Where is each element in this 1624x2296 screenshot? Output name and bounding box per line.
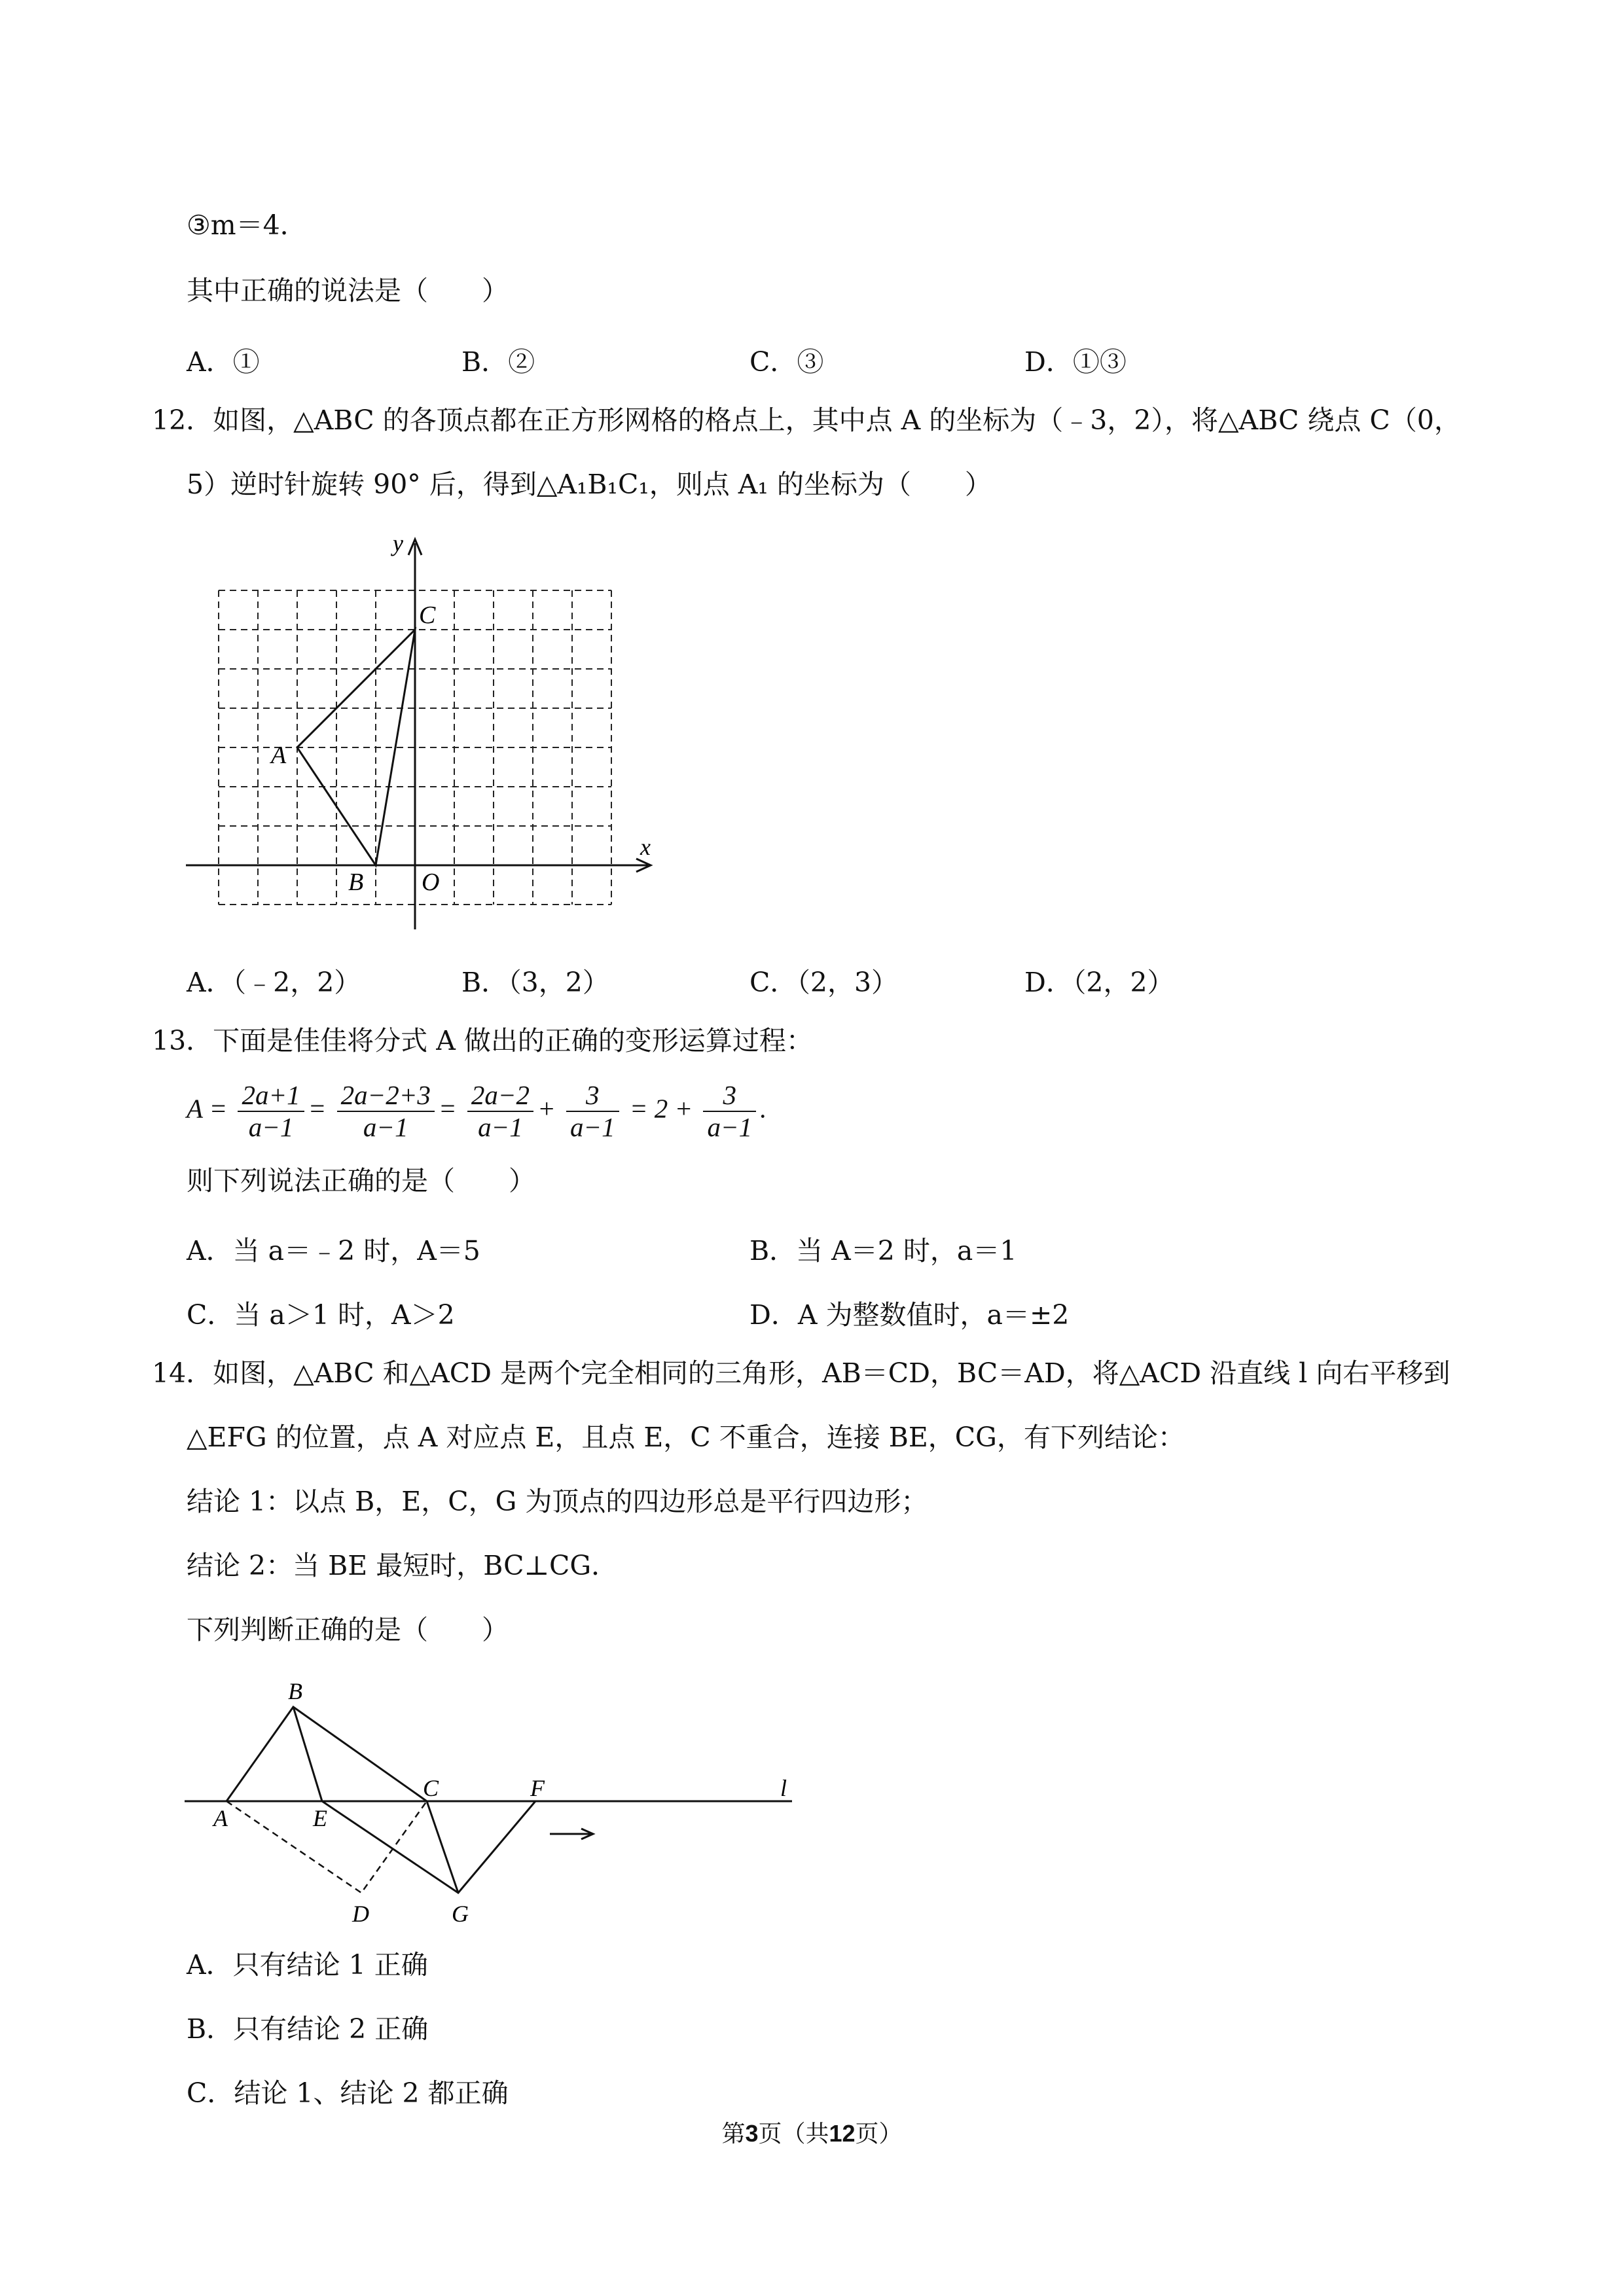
q11-option-c: C．③: [749, 346, 824, 378]
q13-fraction-2: [337, 1080, 435, 1143]
q11-item3: ③m＝4．: [187, 209, 307, 241]
q14-stem: 下列判断正确的是（ ）: [187, 1614, 509, 1645]
q13-fraction-1: [238, 1080, 304, 1143]
q14-label-e: E: [313, 1805, 327, 1831]
q14-label-c: C: [423, 1775, 439, 1801]
q14-segment-be: [293, 1707, 322, 1801]
q12-label-c: C: [419, 601, 436, 629]
footer-suffix: 页）: [855, 2121, 903, 2147]
q12-label-y: y: [393, 530, 403, 556]
q13-formula-end: .: [760, 1093, 767, 1124]
q13-option-a: A．当 a＝﹣2 时，A＝5: [187, 1235, 480, 1266]
q13-formula-mid: = 2 +: [629, 1093, 693, 1124]
q12-figure: [177, 524, 674, 942]
q14-figure: [177, 1662, 805, 1937]
q12-option-d: D．（2，2）: [1024, 967, 1174, 998]
q14-label-f: F: [530, 1775, 545, 1801]
q13-f2-den: a−1: [363, 1112, 408, 1143]
q13-f4-num: 3: [566, 1080, 619, 1112]
q13-f3-den: a−1: [478, 1112, 523, 1143]
q14-triangle-abc: [226, 1707, 427, 1801]
q12-line1: 12．如图，△ABC 的各顶点都在正方形网格的格点上，其中点 A 的坐标为（﹣3，2），将△ABC 绕点 C（0，: [152, 404, 1461, 436]
q13-f3-num: 2a−2: [467, 1080, 533, 1112]
footer-prefix: 第: [721, 2121, 746, 2147]
q12-label-a: A: [271, 742, 287, 769]
q11-option-d: D．①③: [1024, 346, 1127, 378]
footer-mid: 页（共: [758, 2121, 829, 2147]
q13-f5-num: 3: [703, 1080, 756, 1112]
q13-f2-num: 2a−2+3: [337, 1080, 435, 1112]
page-footer: [0, 2115, 1624, 2149]
q13-formula-lhs: A =: [187, 1093, 228, 1124]
q14-label-d: D: [352, 1901, 369, 1927]
q14-line1: 14．如图，△ABC 和△ACD 是两个完全相同的三角形，AB＝CD，BC＝AD，将△ACD 沿直线 l 向右平移到: [152, 1357, 1451, 1389]
q11-option-b: B．②: [461, 346, 535, 378]
q13-f1-num: 2a+1: [238, 1080, 304, 1112]
footer-total-pages: 12: [829, 2120, 856, 2147]
q13-option-c: C．当 a＞1 时，A＞2: [187, 1299, 455, 1331]
q13-f1-den: a−1: [248, 1112, 294, 1143]
q13-fraction-5: [703, 1080, 756, 1143]
q13-fraction-3: [467, 1080, 533, 1143]
q13-formula: A = $\frac{2a+1}{a-1}$ = $\frac{2a-2+3}{a-1}$ = $\frac{2a-2}{a-1}$ + $\frac{3}{a-1}$ = 2 + $\frac{3}{a-1}$ .: [187, 1080, 767, 1143]
q13-option-d: D．A 为整数值时，a＝±2: [749, 1299, 1070, 1331]
q14-triangle-efg: [322, 1801, 535, 1893]
q13-f5-den: a−1: [707, 1112, 753, 1143]
q14-segment-cg: [427, 1801, 458, 1893]
q12-label-o: O: [422, 869, 440, 896]
q14-conclusion-2: 结论 2：当 BE 最短时，BC⊥CG．: [187, 1550, 619, 1581]
q13-f4-den: a−1: [569, 1112, 615, 1143]
q14-conclusion-1: 结论 1：以点 B，E，C，G 为顶点的四边形总是平行四边形；: [187, 1486, 928, 1517]
q14-label-a: A: [213, 1805, 228, 1831]
footer-page-number: 3: [745, 2120, 759, 2147]
q13-option-b: B．当 A＝2 时，a＝1: [749, 1235, 1017, 1266]
q12-option-c: C．（2，3）: [749, 967, 899, 998]
q13-stem: 则下列说法正确的是（ ）: [187, 1165, 535, 1196]
q14-option-b: B．只有结论 2 正确: [187, 2013, 429, 2045]
q14-label-b: B: [288, 1678, 302, 1704]
q14-line2: △EFG 的位置，点 A 对应点 E，且点 E，C 不重合，连接 BE，CG，有下列结论：: [187, 1422, 1185, 1453]
q12-option-a: A．（﹣2，2）: [187, 967, 361, 998]
q12-line2: 5）逆时针旋转 90° 后，得到△A₁B₁C₁，则点 A₁ 的坐标为（ ）: [187, 469, 992, 500]
q11-stem: 其中正确的说法是（ ）: [187, 275, 509, 306]
q13-fraction-4: [566, 1080, 619, 1143]
q11-option-a: A．①: [187, 346, 260, 378]
q14-option-a: A．只有结论 1 正确: [187, 1949, 428, 1981]
q12-label-x: x: [640, 834, 651, 860]
q14-label-l: l: [780, 1775, 787, 1801]
q12-option-b: B．（3，2）: [461, 967, 609, 998]
q14-label-g: G: [452, 1901, 469, 1927]
q14-option-c: C．结论 1、结论 2 都正确: [187, 2077, 509, 2109]
q12-label-b: B: [348, 869, 364, 896]
q13-line1: 13．下面是佳佳将分式 A 做出的正确的变形运算过程：: [152, 1025, 813, 1056]
